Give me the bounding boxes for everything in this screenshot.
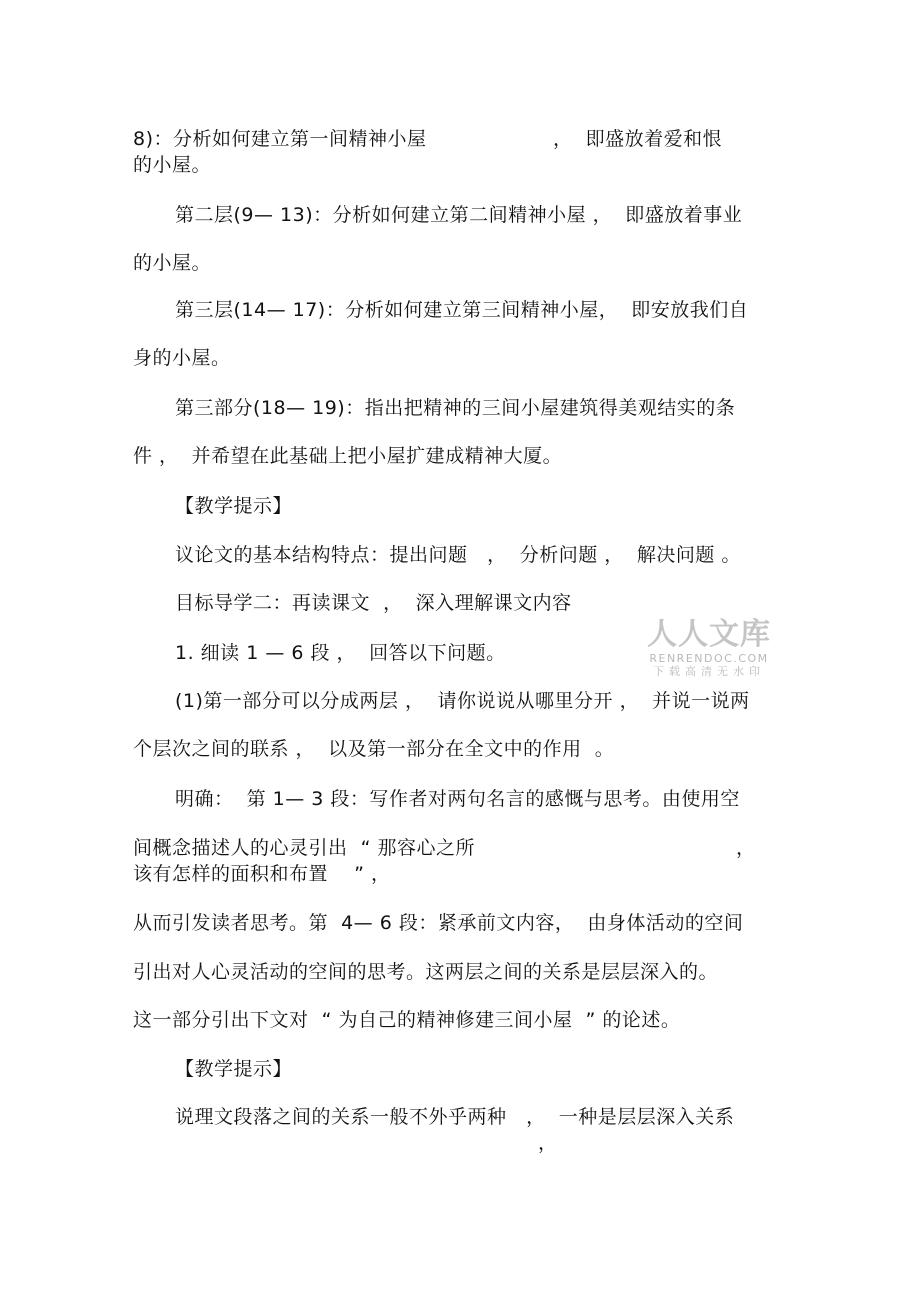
text-line: 个层次之间的联系 ， 以及第一部分在全文中的作用 。 [133, 738, 615, 760]
text-line: 8)：分析如何建立第一间精神小屋 [133, 128, 427, 150]
text-line: 1. 细读 1 — 6 段 ， 回答以下问题。 [175, 642, 506, 664]
watermark-title: 人人文库 [647, 617, 771, 652]
text-line: 件 ， 并希望在此基础上把小屋扩建成精神大厦。 [133, 445, 563, 467]
text-line: 第二层(9— 13)：分析如何建立第二间精神小屋 ， 即盛放着事业 [175, 204, 743, 226]
text-line: 目标导学二：再读课文 ， 深入理解课文内容 [175, 592, 572, 614]
watermark-url: RENRENDOC.COM [649, 652, 769, 665]
text-line: 间概念描述人的心灵引出 “ 那容心之所 [133, 837, 475, 859]
watermark-logo [644, 618, 774, 679]
text-line: (1)第一部分可以分成两层 ， 请你说说从哪里分开 ， 并说一说两 [175, 690, 750, 712]
text-line: 身的小屋。 [133, 347, 231, 369]
text-line: 的小屋。 [133, 154, 212, 176]
text-line: ， [538, 1132, 558, 1154]
text-line: 明确： 第 1— 3 段：写作者对两句名言的感慨与思考。由使用空 [175, 788, 740, 810]
text-line: 该有怎样的面积和布置 ” ， [133, 863, 391, 885]
section-heading: 【教学提示】 [175, 495, 293, 517]
text-line: 说理文段落之间的关系一般不外乎两种 ， 一种是层层深入关系 [175, 1106, 735, 1128]
text-line: ， 即盛放着爱和恨 [553, 128, 723, 150]
watermark-subtitle: 下载高清无水印 [653, 665, 765, 678]
section-heading: 【教学提示】 [175, 1058, 293, 1080]
text-line: ， [736, 837, 756, 859]
text-line: 这一部分引出下文对 “ 为自己的精神修建三间小屋 ” 的论述。 [133, 1009, 681, 1031]
text-line: 议论文的基本结构特点：提出问题 ， 分析问题 ， 解决问题 。 [175, 544, 741, 566]
text-line: 引出对人心灵活动的空间的思考。这两层之间的关系是层层深入的。 [133, 961, 719, 983]
text-line: 第三部分(18— 19)：指出把精神的三间小屋建筑得美观结实的条 [175, 397, 736, 419]
text-line: 的小屋。 [133, 252, 212, 274]
text-line: 从而引发读者思考。第 4— 6 段：紧承前文内容， 由身体活动的空间 [133, 912, 744, 934]
text-line: 第三层(14— 17)：分析如何建立第三间精神小屋， 即安放我们自 [175, 299, 749, 321]
